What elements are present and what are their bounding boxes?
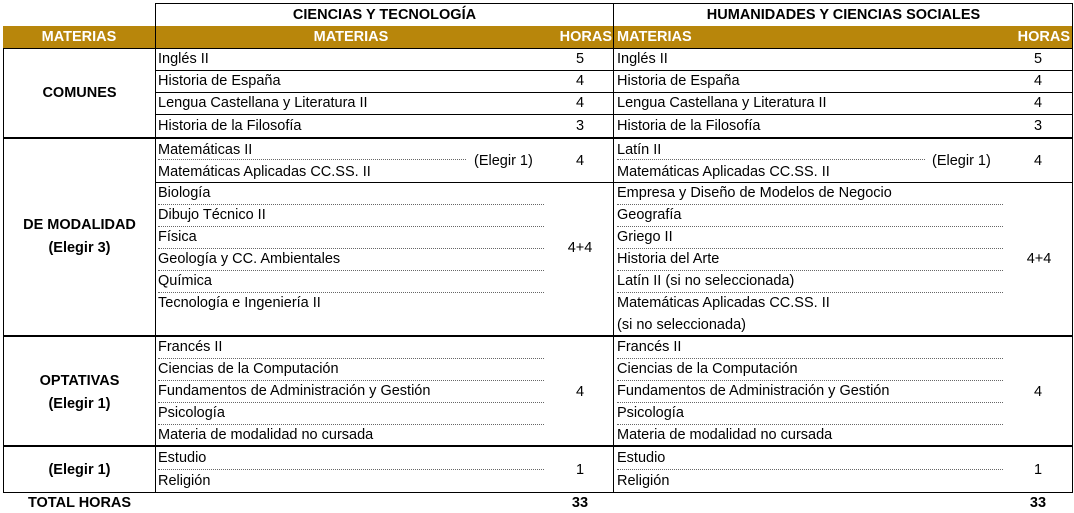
hours-value: 4 [575, 95, 585, 111]
hours-value: 4 [575, 153, 585, 169]
subject-item: Materia de modalidad no cursada [158, 427, 374, 443]
group-label-modalidad-note: (Elegir 3) [48, 240, 111, 256]
subject-item: Latín II (si no seleccionada) [617, 270, 1003, 293]
subject-item: Ciencias de la Computación [617, 358, 1003, 381]
subject-item: Fundamentos de Administración y Gestión [617, 380, 1003, 403]
group-label-modalidad: DE MODALIDAD [23, 217, 136, 233]
subject-item: Biología [158, 182, 544, 205]
col-materias-right: MATERIAS [617, 29, 692, 45]
subject-item: Matemáticas II [158, 142, 253, 158]
subject-item: Ciencias de la Computación [158, 358, 544, 381]
hours-value: 4+4 [567, 240, 593, 256]
subject-item: Historia del Arte [617, 248, 1003, 271]
subject-item: (si no seleccionada) [617, 317, 746, 333]
grid-line [155, 70, 1073, 71]
group-label-comunes: COMUNES [42, 85, 117, 101]
subject-item: Religión [158, 473, 211, 489]
hours-value: 5 [575, 51, 585, 67]
subject-item: Francés II [617, 336, 1003, 359]
subject-item: Griego II [617, 226, 1003, 249]
subject-item: Lengua Castellana y Literatura II [617, 95, 827, 111]
subject-item: Inglés II [617, 51, 668, 67]
subject-item: Historia de la Filosofía [617, 118, 761, 134]
subject-item: Fundamentos de Administración y Gestión [158, 380, 544, 403]
col-horas-mid: HORAS [559, 29, 612, 45]
col-materias-left: MATERIAS [41, 29, 117, 45]
hours-value: 4 [575, 384, 585, 400]
total-ciencias: 33 [571, 495, 589, 511]
grid-line [155, 3, 156, 493]
subject-item: Matemáticas Aplicadas CC.SS. II [617, 295, 830, 311]
subject-item: Estudio [158, 447, 544, 470]
subject-item: Empresa y Diseño de Modelos de Negocio [617, 182, 1003, 205]
subject-item: Materia de modalidad no cursada [617, 427, 833, 443]
hours-value: 4 [575, 73, 585, 89]
subject-item: Inglés II [158, 51, 209, 67]
subject-item: Geología y CC. Ambientales [158, 248, 544, 271]
hours-value: 3 [575, 118, 585, 134]
subject-item: Historia de España [617, 73, 740, 89]
hours-value: 1 [1033, 462, 1043, 478]
subject-item: Psicología [617, 402, 1003, 425]
hours-value: 4 [1033, 95, 1043, 111]
hours-value: 4 [1033, 153, 1043, 169]
subject-item: Química [158, 270, 544, 293]
header-humanidades: HUMANIDADES Y CIENCIAS SOCIALES [706, 7, 981, 23]
subject-item: Psicología [158, 402, 544, 425]
choice-note: (Elegir 1) [474, 153, 533, 169]
subject-item: Historia de España [158, 73, 281, 89]
hours-value: 4+4 [1026, 251, 1052, 267]
grid-line [1072, 3, 1073, 493]
col-horas-right: HORAS [1017, 29, 1070, 45]
subject-item: Francés II [158, 336, 544, 359]
subject-item: Latín II [617, 142, 662, 158]
subject-item: Tecnología e Ingeniería II [158, 295, 321, 311]
choice-note: (Elegir 1) [932, 153, 991, 169]
hours-value: 5 [1033, 51, 1043, 67]
subject-item: Matemáticas Aplicadas CC.SS. II [158, 164, 371, 180]
hours-value: 4 [1033, 384, 1043, 400]
hours-value: 3 [1033, 118, 1043, 134]
subject-item: Lengua Castellana y Literatura II [158, 95, 368, 111]
grid-line [3, 48, 4, 493]
subject-item: Historia de la Filosofía [158, 118, 302, 134]
group-label-optativas: OPTATIVAS [39, 373, 120, 389]
hours-value: 1 [575, 462, 585, 478]
dotted-divider [158, 159, 466, 160]
total-label: TOTAL HORAS [27, 495, 132, 511]
total-humanidades: 33 [1029, 495, 1047, 511]
dotted-divider [617, 159, 925, 160]
grid-line [613, 3, 614, 493]
subject-item: Religión [617, 473, 670, 489]
subject-item: Geografía [617, 204, 1003, 227]
group-label-elegir: (Elegir 1) [48, 462, 111, 478]
grid-line [3, 492, 1073, 493]
subject-item: Estudio [617, 447, 1003, 470]
subject-item: Física [158, 226, 544, 249]
header-ciencias: CIENCIAS Y TECNOLOGÍA [292, 7, 477, 23]
col-materias-mid: MATERIAS [313, 29, 389, 45]
subject-item: Matemáticas Aplicadas CC.SS. II [617, 164, 830, 180]
group-label-optativas-note: (Elegir 1) [48, 396, 111, 412]
subject-item: Dibujo Técnico II [158, 204, 544, 227]
hours-value: 4 [1033, 73, 1043, 89]
